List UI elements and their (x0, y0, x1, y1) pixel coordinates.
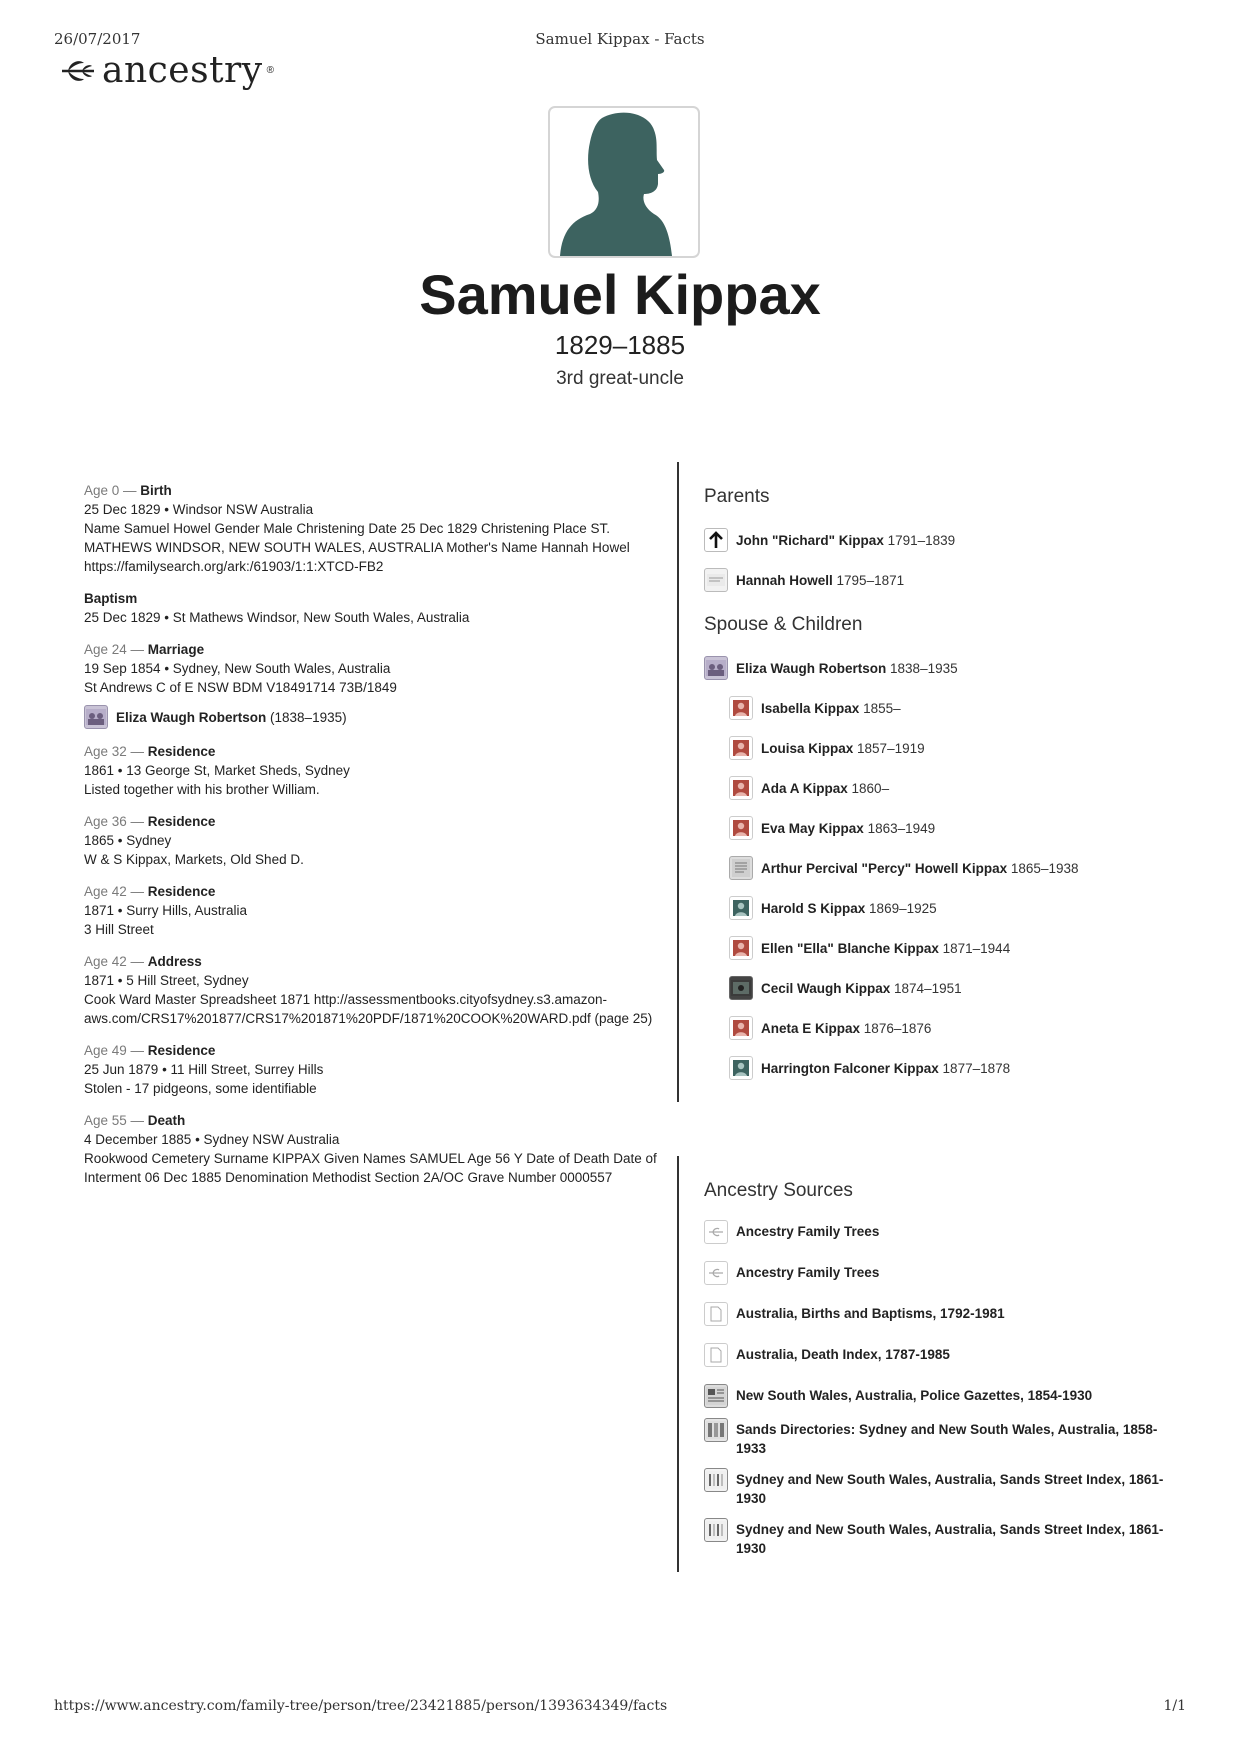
fact-note: Stolen - 17 pidgeons, some identifiable (84, 1081, 317, 1096)
source-item[interactable] (704, 1343, 1174, 1369)
child-row[interactable] (704, 1008, 1174, 1048)
source-item[interactable] (704, 1220, 1174, 1246)
source-title: Ancestry Family Trees (736, 1224, 880, 1239)
fact-type: Baptism (84, 591, 138, 606)
print-url: https://www.ancestry.com/family-tree/person/tree/23421885/person/1393634349/facts (54, 1698, 668, 1714)
child-years: 1877–1878 (942, 1060, 1011, 1076)
logo-wordmark: ancestry (102, 50, 263, 91)
parent-years: 1791–1839 (887, 532, 956, 548)
source-title: Sands Directories: Sydney and New South Wales, Australia, 1858-1933 (736, 1422, 1158, 1456)
fact-date-place: 25 Dec 1829 • Windsor NSW Australia (84, 502, 314, 517)
source-title: Australia, Births and Baptisms, 1792-1981 (736, 1306, 1005, 1321)
fact-age: Age 42 — (84, 884, 148, 899)
fact-type: Residence (147, 1043, 216, 1058)
spouse-name: Eliza Waugh Robertson (116, 709, 267, 725)
female-person-icon (729, 816, 753, 840)
fact-date-place: 1861 • 13 George St, Market Sheds, Sydney (84, 763, 350, 778)
source-title: Ancestry Family Trees (736, 1265, 880, 1280)
fact-address[interactable] (84, 952, 664, 1028)
child-name: Harold S Kippax (761, 900, 866, 916)
child-row[interactable] (704, 728, 1174, 768)
child-name: Harrington Falconer Kippax (761, 1060, 939, 1076)
fact-date-place: 1865 • Sydney (84, 833, 172, 848)
ancestry-logo[interactable] (58, 50, 274, 91)
fact-type: Address (147, 954, 202, 969)
child-years: 1871–1944 (942, 940, 1011, 956)
fact-date-place: 19 Sep 1854 • Sydney, New South Wales, Australia (84, 661, 391, 676)
fact-age: Age 49 — (84, 1043, 148, 1058)
female-person-icon (729, 936, 753, 960)
marriage-spouse-link[interactable] (84, 705, 664, 729)
fact-note: Rookwood Cemetery Surname KIPPAX Given Names SAMUEL Age 56 Y Date of Death Date of Interment 06 Dec 1885 Denomination Methodist Section 2A/OC Grave Number 0000557 (84, 1151, 657, 1185)
child-row[interactable] (704, 968, 1174, 1008)
leaf-icon (58, 53, 98, 89)
male-person-icon (729, 1056, 753, 1080)
fact-type: Residence (147, 884, 216, 899)
source-item[interactable] (704, 1418, 1174, 1458)
fact-baptism[interactable] (84, 589, 664, 627)
sources-panel (704, 1180, 1174, 1573)
source-title: New South Wales, Australia, Police Gazettes, 1854-1930 (736, 1388, 1093, 1403)
fact-residence[interactable] (84, 812, 664, 869)
parent-father[interactable] (704, 520, 1174, 560)
spouse-children-heading: Spouse & Children (704, 614, 863, 635)
female-person-icon (729, 776, 753, 800)
fact-residence[interactable] (84, 742, 664, 799)
child-years: 1865–1938 (1010, 860, 1079, 876)
child-years: 1863–1949 (867, 820, 936, 836)
child-years: 1869–1925 (869, 900, 937, 916)
fact-date-place: 1871 • 5 Hill Street, Sydney (84, 973, 249, 988)
family-divider (677, 462, 679, 1102)
child-years: 1876–1876 (863, 1020, 932, 1036)
child-years: 1857–1919 (857, 740, 925, 756)
document-icon (704, 1343, 728, 1367)
source-item[interactable] (704, 1384, 1174, 1410)
parent-name: Hannah Howell (736, 572, 833, 588)
child-years: 1874–1951 (894, 980, 962, 996)
child-row[interactable] (704, 688, 1174, 728)
source-title: Sydney and New South Wales, Australia, Sands Street Index, 1861-1930 (736, 1472, 1164, 1506)
child-row[interactable] (704, 848, 1174, 888)
fact-age: Age 42 — (84, 954, 148, 969)
child-name: Arthur Percival "Percy" Howell Kippax (761, 860, 1008, 876)
profile-photo[interactable] (548, 106, 700, 258)
relationship-label: 3rd great-uncle (556, 368, 684, 389)
fact-note: W & S Kippax, Markets, Old Shed D. (84, 852, 304, 867)
fact-date-place: 25 Dec 1829 • St Mathews Windsor, New South Wales, Australia (84, 610, 470, 625)
child-name: Louisa Kippax (761, 740, 854, 756)
fact-birth[interactable] (84, 481, 664, 576)
family-tree-icon (704, 1261, 728, 1285)
parent-name: John "Richard" Kippax (736, 532, 884, 548)
fact-date-place: 25 Jun 1879 • 11 Hill Street, Surrey Hills (84, 1062, 324, 1077)
child-row[interactable] (704, 808, 1174, 848)
ledger-icon (704, 1518, 728, 1542)
fact-death[interactable] (84, 1111, 664, 1187)
child-name: Eva May Kippax (761, 820, 864, 836)
newspaper-icon (704, 1384, 728, 1408)
child-name: Aneta E Kippax (761, 1020, 861, 1036)
person-name: Samuel Kippax (419, 263, 821, 326)
child-row[interactable] (704, 1048, 1174, 1088)
group-photo-icon (704, 656, 728, 680)
fact-age: Age 55 — (84, 1113, 148, 1128)
source-item[interactable] (704, 1468, 1174, 1508)
sources-heading: Ancestry Sources (704, 1180, 853, 1201)
spouse-name: Eliza Waugh Robertson (736, 660, 887, 676)
group-photo-icon (84, 705, 108, 729)
male-silhouette-icon (550, 108, 698, 256)
source-title: Australia, Death Index, 1787-1985 (736, 1347, 950, 1362)
fact-type: Residence (147, 814, 216, 829)
arrow-up-icon (704, 528, 728, 552)
ledger-icon (704, 1468, 728, 1492)
fact-note: Cook Ward Master Spreadsheet 1871 http://assessmentbooks.cityofsydney.s3.amazon-aws.com/CRS17%201877/CRS17%201871%20PDF/1871%20COOK%20WARD.pdf (page 25) (84, 992, 653, 1026)
parent-years: 1795–1871 (836, 572, 905, 588)
fact-residence[interactable] (84, 1041, 664, 1098)
fact-age: Age 24 — (84, 642, 148, 657)
document-photo-icon (704, 568, 728, 592)
fact-date-place: 4 December 1885 • Sydney NSW Australia (84, 1132, 340, 1147)
document-photo-icon (729, 856, 753, 880)
document-icon (704, 1302, 728, 1326)
male-person-icon (729, 896, 753, 920)
fact-type: Death (147, 1113, 186, 1128)
fact-marriage[interactable] (84, 640, 664, 697)
print-page-title: Samuel Kippax - Facts (535, 30, 705, 48)
spouse-row[interactable] (704, 648, 1174, 688)
child-name: Ada A Kippax (761, 780, 848, 796)
fact-note: Listed together with his brother William. (84, 782, 320, 797)
source-item[interactable] (704, 1518, 1174, 1558)
child-name: Isabella Kippax (761, 700, 860, 716)
sources-divider (677, 1156, 679, 1572)
source-item[interactable] (704, 1302, 1174, 1328)
fact-type: Marriage (147, 642, 205, 657)
fact-note: 3 Hill Street (84, 922, 154, 937)
fact-age: Age 32 — (84, 744, 148, 759)
fact-type: Birth (140, 483, 172, 498)
female-person-icon (729, 696, 753, 720)
child-row[interactable] (704, 768, 1174, 808)
fact-residence[interactable] (84, 882, 664, 939)
child-years: 1855– (863, 700, 901, 716)
child-years: 1860– (851, 780, 890, 796)
parents-heading: Parents (704, 486, 770, 507)
female-person-icon (729, 736, 753, 760)
fact-note: St Andrews C of E NSW BDM V18491714 73B/1849 (84, 680, 397, 695)
parent-mother[interactable] (704, 560, 1174, 600)
child-row[interactable] (704, 888, 1174, 928)
print-page-number: 1/1 (1163, 1698, 1186, 1714)
child-name: Ellen "Ella" Blanche Kippax (761, 940, 939, 956)
source-title: Sydney and New South Wales, Australia, Sands Street Index, 1861-1930 (736, 1522, 1164, 1556)
family-panel (704, 486, 1174, 1088)
facts-timeline (84, 481, 664, 1200)
fact-note: Name Samuel Howel Gender Male Christening Date 25 Dec 1829 Christening Place ST. MATHEWS WINDSOR, NEW SOUTH WALES, AUSTRALIA Mother's Name Hannah Howel https://familysearch.org/ark:/61903/1:1:XTCD-FB2 (84, 521, 630, 574)
fact-age: Age 36 — (84, 814, 148, 829)
spouse-years: 1838–1935 (890, 660, 958, 676)
child-name: Cecil Waugh Kippax (761, 980, 891, 996)
person-lifespan: 1829–1885 (554, 330, 686, 360)
source-item[interactable] (704, 1261, 1174, 1287)
trademark-symbol: ® (266, 65, 274, 76)
spouse-years: (1838–1935) (270, 709, 347, 725)
fact-date-place: 1871 • Surry Hills, Australia (84, 903, 248, 918)
child-row[interactable] (704, 928, 1174, 968)
fact-type: Residence (147, 744, 216, 759)
fact-age: Age 0 — (84, 483, 141, 498)
dark-photo-icon (729, 976, 753, 1000)
directory-icon (704, 1418, 728, 1442)
female-person-icon (729, 1016, 753, 1040)
family-tree-icon (704, 1220, 728, 1244)
print-date: 26/07/2017 (54, 30, 141, 48)
